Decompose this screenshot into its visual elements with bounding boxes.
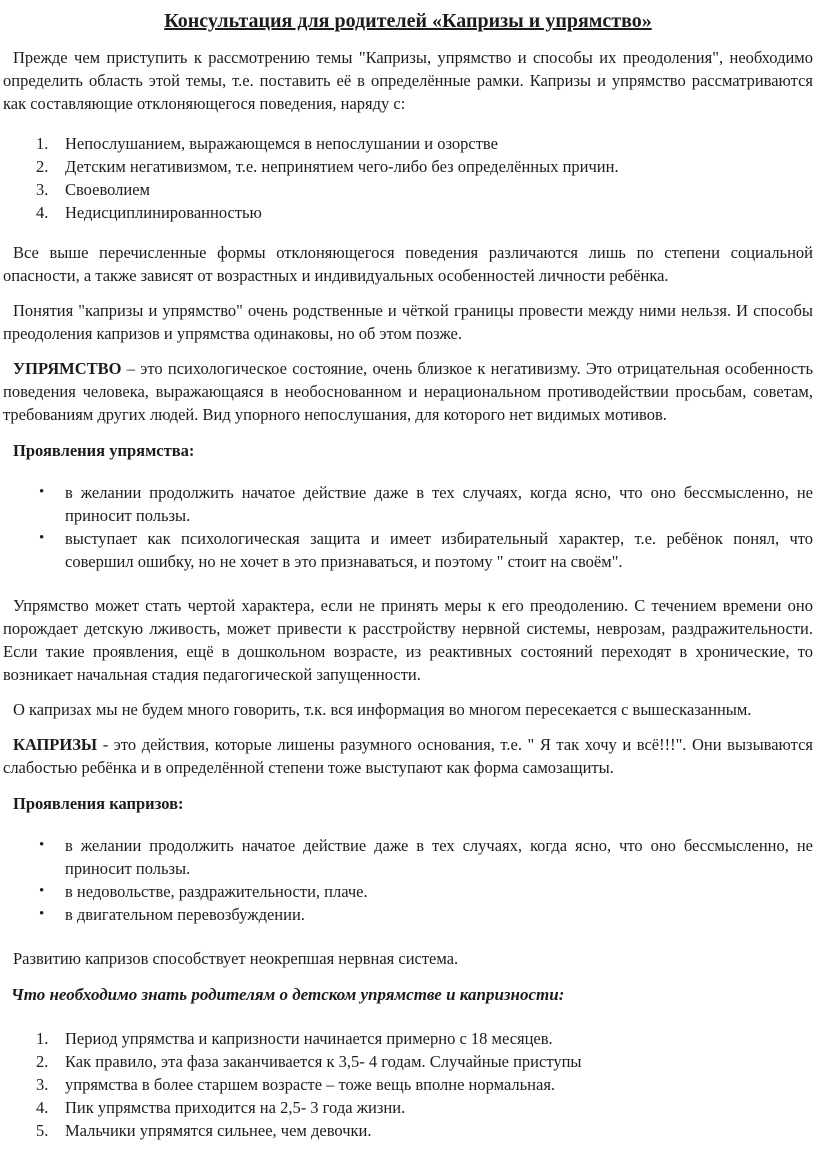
list-item: • в двигательном перевозбуждении. xyxy=(3,903,813,926)
whims-definition-text: - это действия, которые лишены разумного основания, т.е. " Я так хочу и всё!!!". Они вызываются слабостью ребёнка и в определённой степени тоже выступают как форма самозащиты. xyxy=(3,735,813,777)
stubbornness-manifestations-heading: Проявления упрямства: xyxy=(13,441,195,460)
list-item: Недисциплинированностью xyxy=(65,203,262,222)
forms-paragraph: Все выше перечисленные формы отклоняющегося поведения различаются лишь по степени социальной опасности, а также зависят от возрастных и индивидуальных особенностей личности ребёнка. xyxy=(3,243,813,285)
concepts-paragraph: Понятия "капризы и упрямство" очень родственные и чёткой границы провести между ними нельзя. И способы преодоления капризов и упрямства одинаковы, но об этом позже. xyxy=(3,301,813,343)
trait-paragraph: Упрямство может стать чертой характера, если не принять меры к его преодолению. С течением времени оно порождает детскую лживость, может привести к расстройству нервной системы, неврозам, раздражительности. Если такие проявления, ещё в дошкольном возрасте, из реактивных состояний переходят в хронические, то возникает начальная стадия педагогической запущенности. xyxy=(3,596,813,684)
list-item: Период упрямства и капризности начинается примерно с 18 месяцев. xyxy=(65,1029,553,1048)
list-item: • в желании продолжить начатое действие даже в тех случаях, когда ясно, что оно бессмысленно, не приносит пользы. xyxy=(3,481,813,527)
whims-manifestations-heading: Проявления капризов: xyxy=(13,794,184,813)
list-item: Как правило, эта фаза заканчивается к 3,5- 4 годам. Случайные приступы xyxy=(65,1052,582,1071)
list-item: Детским негативизмом, т.е. непринятием чего-либо без определённых причин. xyxy=(65,157,619,176)
about-whims-paragraph: О капризах мы не будем много говорить, т.к. вся информация во многом пересекается с вышесказанным. xyxy=(13,700,752,719)
list-item: • выступает как психологическая защита и имеет избирательный характер, т.е. ребёнок понял, что совершил ошибку, но не хочет в это признаваться, и поэтому " стоит на своём". xyxy=(3,527,813,573)
whims-term: КАПРИЗЫ xyxy=(13,735,98,754)
intro-paragraph: Прежде чем приступить к рассмотрению темы "Капризы, упрямство и способы их преодоления", необходимо определить область этой темы, т.е. поставить её в определённые рамки. Капризы и упрямство рассматриваются как составляющие отклоняющегося поведения, наряду с: xyxy=(3,48,813,113)
list-item: Пик упрямства приходится на 2,5- 3 года жизни. xyxy=(65,1098,406,1117)
whims-definition xyxy=(3,733,813,779)
list-item: • в недовольстве, раздражительности, плаче. xyxy=(3,880,813,903)
list-item: Непослушанием, выражающемся в непослушании и озорстве xyxy=(65,134,498,153)
list-item: упрямства в более старшем возрасте – тоже вещь вполне нормальная. xyxy=(65,1075,556,1094)
list-item: Мальчики упрямятся сильнее, чем девочки. xyxy=(65,1121,372,1140)
nervous-system-paragraph: Развитию капризов способствует неокрепшая нервная система. xyxy=(13,949,459,968)
stubbornness-signs-list xyxy=(3,481,813,573)
whims-signs-list xyxy=(3,834,813,926)
list-item: Своеволием xyxy=(65,180,150,199)
parents-should-know-heading: Что необходимо знать родителям о детском упрямстве и капризности: xyxy=(11,985,565,1004)
list-item: • в желании продолжить начатое действие даже в тех случаях, когда ясно, что оно бессмысленно, не приносит пользы. xyxy=(3,834,813,880)
stubbornness-definition xyxy=(3,357,813,426)
deviations-list xyxy=(3,132,813,224)
stubbornness-definition-text: – это психологическое состояние, очень близкое к негативизму. Это отрицательная особенность поведения человека, выражающаяся в необоснованном и нерациональном противодействии просьбам, советам, требованиям других людей. Вид упорного непослушания, для которого нет видимых мотивов. xyxy=(3,359,813,424)
facts-list xyxy=(3,1027,813,1142)
document-title: Консультация для родителей «Капризы и упрямство» xyxy=(164,10,652,32)
stubbornness-term: УПРЯМСТВО xyxy=(13,359,122,378)
